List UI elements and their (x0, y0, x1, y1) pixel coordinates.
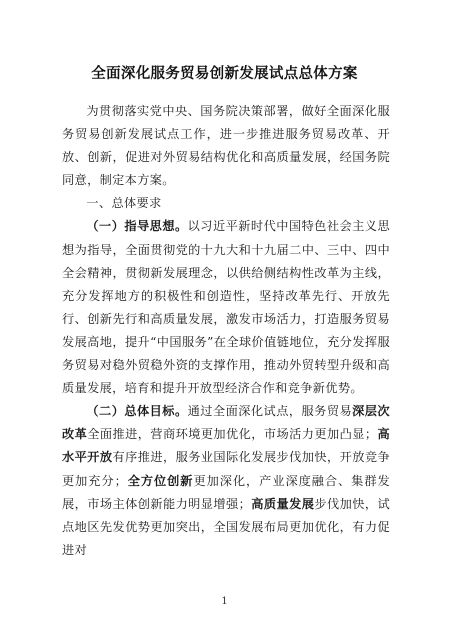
overall-goal-text-2: 全面推进，营商环境更加优化，市场活力更加凸显； (87, 427, 378, 442)
guiding-ideology-paragraph (62, 215, 390, 400)
section-heading-general-requirements: 一、总体要求 (86, 196, 162, 211)
overall-goal-bold-2: 高水平开放 (62, 427, 390, 465)
page-number: 1 (221, 596, 228, 607)
guiding-ideology-lead: （一）指导思想。 (86, 219, 188, 234)
document-body (62, 100, 390, 562)
document-title: 全面深化服务贸易创新发展试点总体方案 (91, 66, 358, 82)
overall-goal-paragraph (62, 400, 390, 562)
overall-goal-text-1: 通过全面深化试点，服务贸易 (187, 404, 353, 419)
overall-goal-bold-4: 高质量发展 (251, 496, 315, 511)
overall-goal-text-3: 有序推进，服务业国际化发展步伐加快，开放竞争更加充分； (62, 450, 391, 488)
guiding-ideology-text: 以习近平新时代中国特色社会主义思想为指导，全面贯彻党的十九大和十九届二中、三中、四中全会精神，贯彻新发展理念，以供给侧结构性改革为主线，充分发挥地方的积极性和创造性，坚持改革先行、开放先行、创新先行和高质量发展，激发市场活力，打造服务贸易发展高地，提升“中国服务”在全球价值链地位，充分发挥服务贸易对稳外贸稳外资的支撑作用，推动外贸转型升级和高质量发展，培育和提升开放型经济合作和竞争新优势。 (62, 219, 390, 396)
overall-goal-text-5: 步伐加快，试点地区先发优势更加突出，全国发展布局更加优化，有力促进对 (62, 496, 391, 557)
intro-paragraph: 为贯彻落实党中央、国务院决策部署，做好全面深化服务贸易创新发展试点工作，进一步推进服务贸易改革、开放、创新，促进对外贸易结构优化和高质量发展，经国务院同意，制定本方案。 (62, 104, 390, 188)
overall-goal-text-4: 更加深化，产业深度融合、集群发展，市场主体创新能力明显增强； (62, 473, 391, 511)
overall-goal-bold-3: 全方位创新 (127, 473, 194, 488)
overall-goal-lead: （二）总体目标。 (86, 404, 188, 419)
overall-goal-bold-1: 深层次改革 (62, 404, 390, 442)
